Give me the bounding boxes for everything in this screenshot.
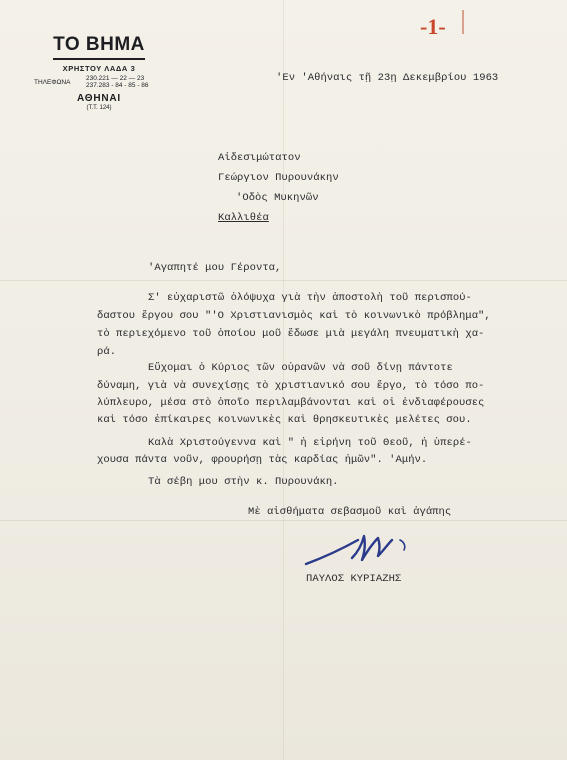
recipient-city: Καλλιθέα — [218, 212, 269, 224]
phone-numbers — [86, 75, 149, 89]
page-number: -1- — [420, 14, 446, 39]
body-line: ρά. — [97, 346, 117, 358]
letterhead-phones — [34, 75, 164, 91]
body-line: Εὔχομαι ὁ Κύριος τῶν οὐρανῶν νὰ σοῦ δίνῃ πάντοτε — [148, 362, 453, 374]
body-line: χουσα πάντα νοῦν, φρουρήσῃ τὰς καρδίας ἡμῶν". 'Αμήν. — [97, 454, 428, 466]
phones-label: ΤΗΛΕΦΩΝΑ — [34, 79, 71, 86]
body-line: Σ' εὐχαριστῶ ὁλόψυχα γιὰ τὴν ἀποστολὴ τοῦ περισπού- — [148, 292, 472, 304]
recipient-street: 'Οδὸς Μυκηνῶν — [236, 192, 319, 204]
body-line: τὸ περιεχόμενο τοῦ ὁποίου μοῦ ἔδωσε μιὰ μεγάλη πνευματικὴ χα- — [97, 328, 485, 340]
sender-name: ΠΑΥΛΟΣ ΚΥΡΙΑΖΗΣ — [306, 573, 402, 585]
body-line: Καλὰ Χριστούγεννα καὶ " ἡ εἰρήνη τοῦ Θεοῦ, ἡ ὑπερέ- — [148, 437, 472, 449]
body-line: καὶ τόσο ἐπίκαιρες κοινωνικὲς καὶ θρησκευτικὲς μελέτες σου. — [97, 414, 472, 426]
letterhead — [34, 34, 164, 111]
salutation: 'Αγαπητέ μου Γέροντα, — [148, 262, 282, 274]
letterhead-city: ΑΘΗΝΑΙ — [77, 93, 121, 104]
recipient-name: Γεώργιον Πυρουνάκην — [218, 172, 339, 184]
phone-line-2: 237.283 - 84 - 85 - 86 — [86, 82, 149, 89]
letterhead-postal: (Τ.Τ. 124) — [86, 105, 112, 111]
handwritten-signature — [300, 520, 430, 580]
closing-line: Μὲ αἰσθήματα σεβασμοῦ καὶ ἀγάπης — [248, 506, 452, 518]
body-line: Τὰ σέβη μου στὴν κ. Πυρουνάκη. — [148, 476, 339, 488]
phone-line-1: 230.221 — 22 — 23 — [86, 75, 145, 82]
body-line: λύπλευρο, μέσα στὸ ὁποῖο περιλαμβάνονται καὶ οἱ ἐνδιαφέρουσες — [97, 397, 485, 409]
date-line: 'Εν 'Αθήναις τῇ 23ῃ Δεκεμβρίου 1963 — [276, 72, 499, 84]
recipient-honorific: Αἰδεσιμώτατον — [218, 152, 301, 164]
body-line: δύναμη, γιὰ νὰ συνεχίσῃς τὸ χριστιανικό σου ἔργο, τὸ τόσο πο- — [97, 380, 485, 392]
newspaper-title: ΤΟ ΒΗΜΑ — [53, 34, 145, 60]
body-line: δαστου ἔργου σου "'Ο Χριστιανισμὸς καὶ τὸ κοινωνικὸ πρόβλημα", — [97, 310, 491, 322]
letterhead-address: ΧΡΗΣΤΟΥ ΛΑΔΑ 3 — [62, 64, 136, 73]
page-number-mark — [462, 10, 464, 34]
